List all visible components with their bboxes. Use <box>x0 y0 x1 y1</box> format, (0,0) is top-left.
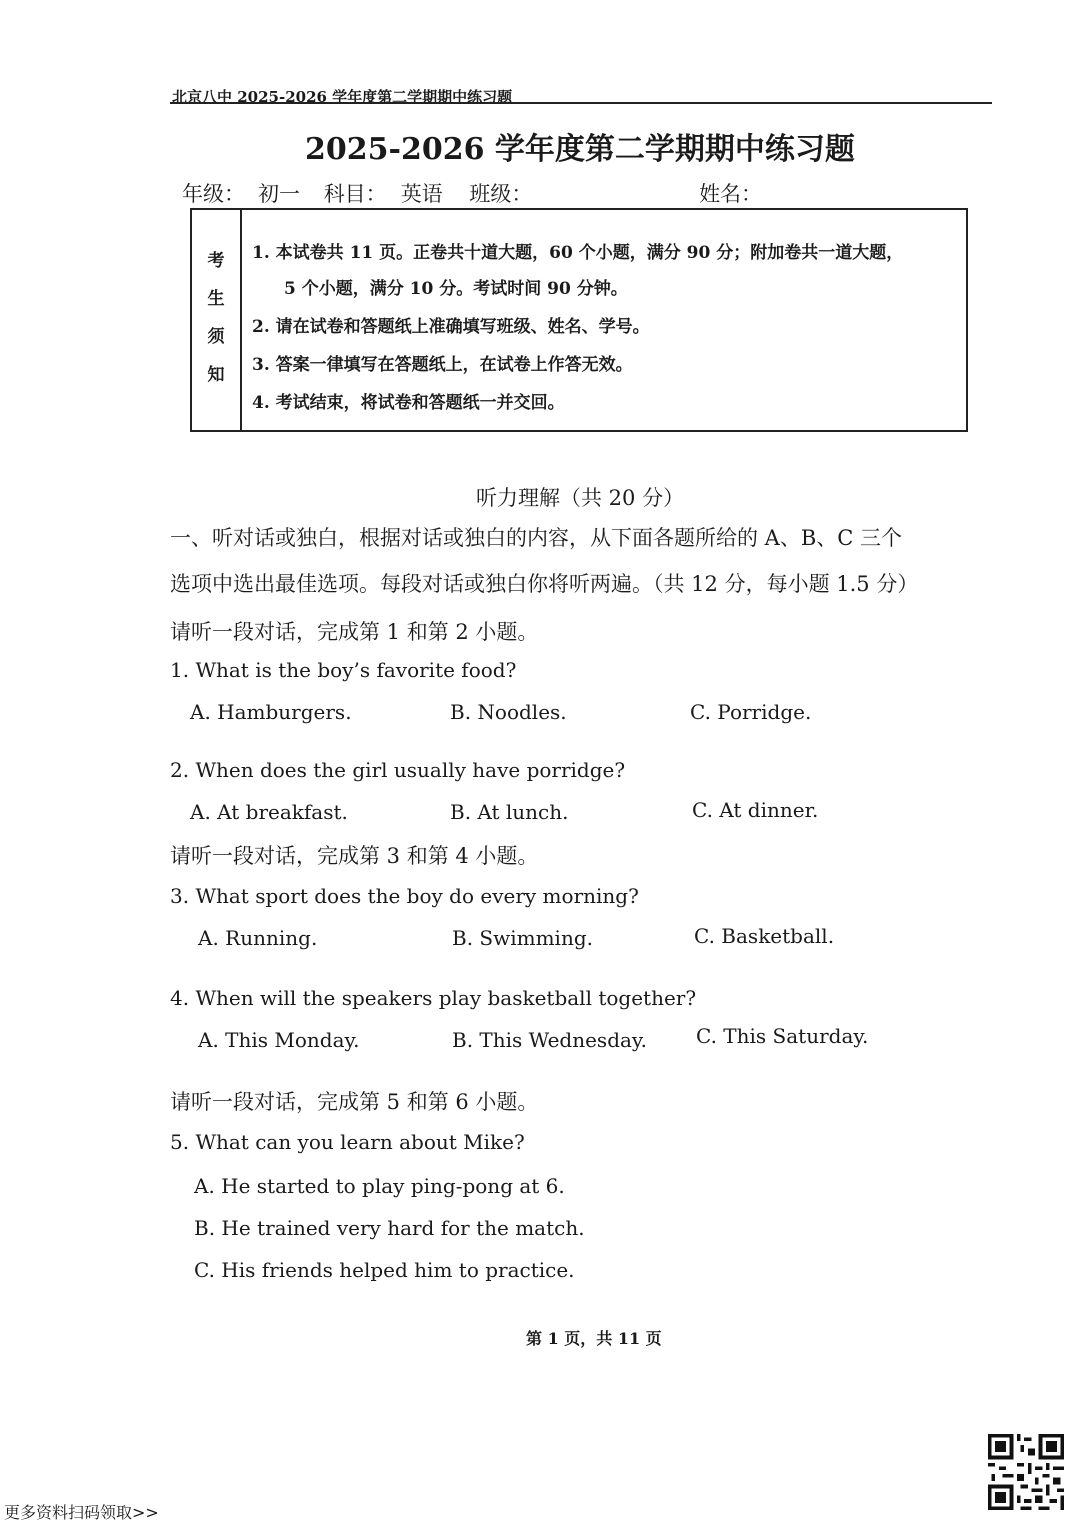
option-b: B. Swimming. <box>452 926 593 950</box>
grade-value: 初一 <box>245 178 313 209</box>
option-b: B. He trained very hard for the match. <box>194 1216 585 1240</box>
option-a: A. He started to play ping-pong at 6. <box>194 1174 565 1198</box>
option-a: A. Running. <box>198 926 318 950</box>
option-a: A. At breakfast. <box>190 800 348 824</box>
class-blank[interactable] <box>532 188 680 209</box>
section-instruction: 一、听对话或独白，根据对话或独白的内容，从下面各题所给的 A、B、C 三个 <box>170 526 903 550</box>
option-c: C. This Saturday. <box>696 1024 869 1048</box>
section-instruction: 选项中选出最佳选项。每段对话或独白你将听两遍。（共 12 分，每小题 1.5 分） <box>170 572 919 596</box>
class-label: 班级： <box>469 182 533 206</box>
option-a: A. This Monday. <box>198 1028 360 1052</box>
name-blank[interactable] <box>762 188 908 209</box>
grade-label: 年级： <box>182 182 245 206</box>
qr-code-icon[interactable] <box>988 1434 1064 1510</box>
dialogue-group-heading: 请听一段对话，完成第 5 和第 6 小题。 <box>170 1090 539 1114</box>
notice-label-char: 生 <box>207 289 225 309</box>
subject-label: 科目： <box>323 182 387 206</box>
option-c: C. His friends helped him to practice. <box>194 1258 575 1282</box>
student-info-row <box>182 178 908 209</box>
notice-item: 4. 考试结束，将试卷和答题纸一并交回。 <box>252 393 565 413</box>
notice-item: 3. 答案一律填写在答题纸上，在试卷上作答无效。 <box>252 355 633 375</box>
header-rule <box>170 102 992 104</box>
option-c: C. Porridge. <box>690 700 812 724</box>
option-b: B. This Wednesday. <box>452 1028 647 1052</box>
more-resources-link[interactable]: 更多资料扫码领取>> <box>4 1503 159 1522</box>
question-stem: 5. What can you learn about Mike? <box>170 1130 525 1154</box>
notice-label-char: 须 <box>207 327 225 347</box>
option-c: C. At dinner. <box>692 798 819 822</box>
question-stem: 1. What is the boy’s favorite food? <box>170 658 517 682</box>
option-b: B. At lunch. <box>450 800 569 824</box>
page-number: 第 1 页，共 11 页 <box>526 1329 662 1348</box>
notice-label <box>192 210 242 430</box>
option-a: A. Hamburgers. <box>190 700 352 724</box>
name-label: 姓名： <box>699 182 763 206</box>
notice-item: 1. 本试卷共 11 页。正卷共十道大题，60 个小题，满分 90 分；附加卷共一道大题， <box>252 243 904 263</box>
question-stem: 4. When will the speakers play basketball together? <box>170 986 697 1010</box>
question-stem: 3. What sport does the boy do every morning? <box>170 884 639 908</box>
option-b: B. Noodles. <box>450 700 567 724</box>
notice-item: 2. 请在试卷和答题纸上准确填写班级、姓名、学号。 <box>252 317 650 337</box>
section-title: 听力理解（共 20 分） <box>476 486 685 510</box>
subject-value: 英语 <box>387 178 457 209</box>
notice-label-char: 考 <box>207 251 225 271</box>
exam-notice-box <box>190 208 968 432</box>
notice-item: 5 个小题，满分 10 分。考试时间 90 分钟。 <box>284 279 628 299</box>
exam-title: 2025-2026 学年度第二学期期中练习题 <box>305 132 855 167</box>
notice-label-char: 知 <box>207 365 225 385</box>
dialogue-group-heading: 请听一段对话，完成第 1 和第 2 小题。 <box>170 620 539 644</box>
dialogue-group-heading: 请听一段对话，完成第 3 和第 4 小题。 <box>170 844 539 868</box>
question-stem: 2. When does the girl usually have porridge? <box>170 758 626 782</box>
school-header: 北京八中 2025-2026 学年度第二学期期中练习题 <box>172 88 513 106</box>
option-c: C. Basketball. <box>694 924 835 948</box>
